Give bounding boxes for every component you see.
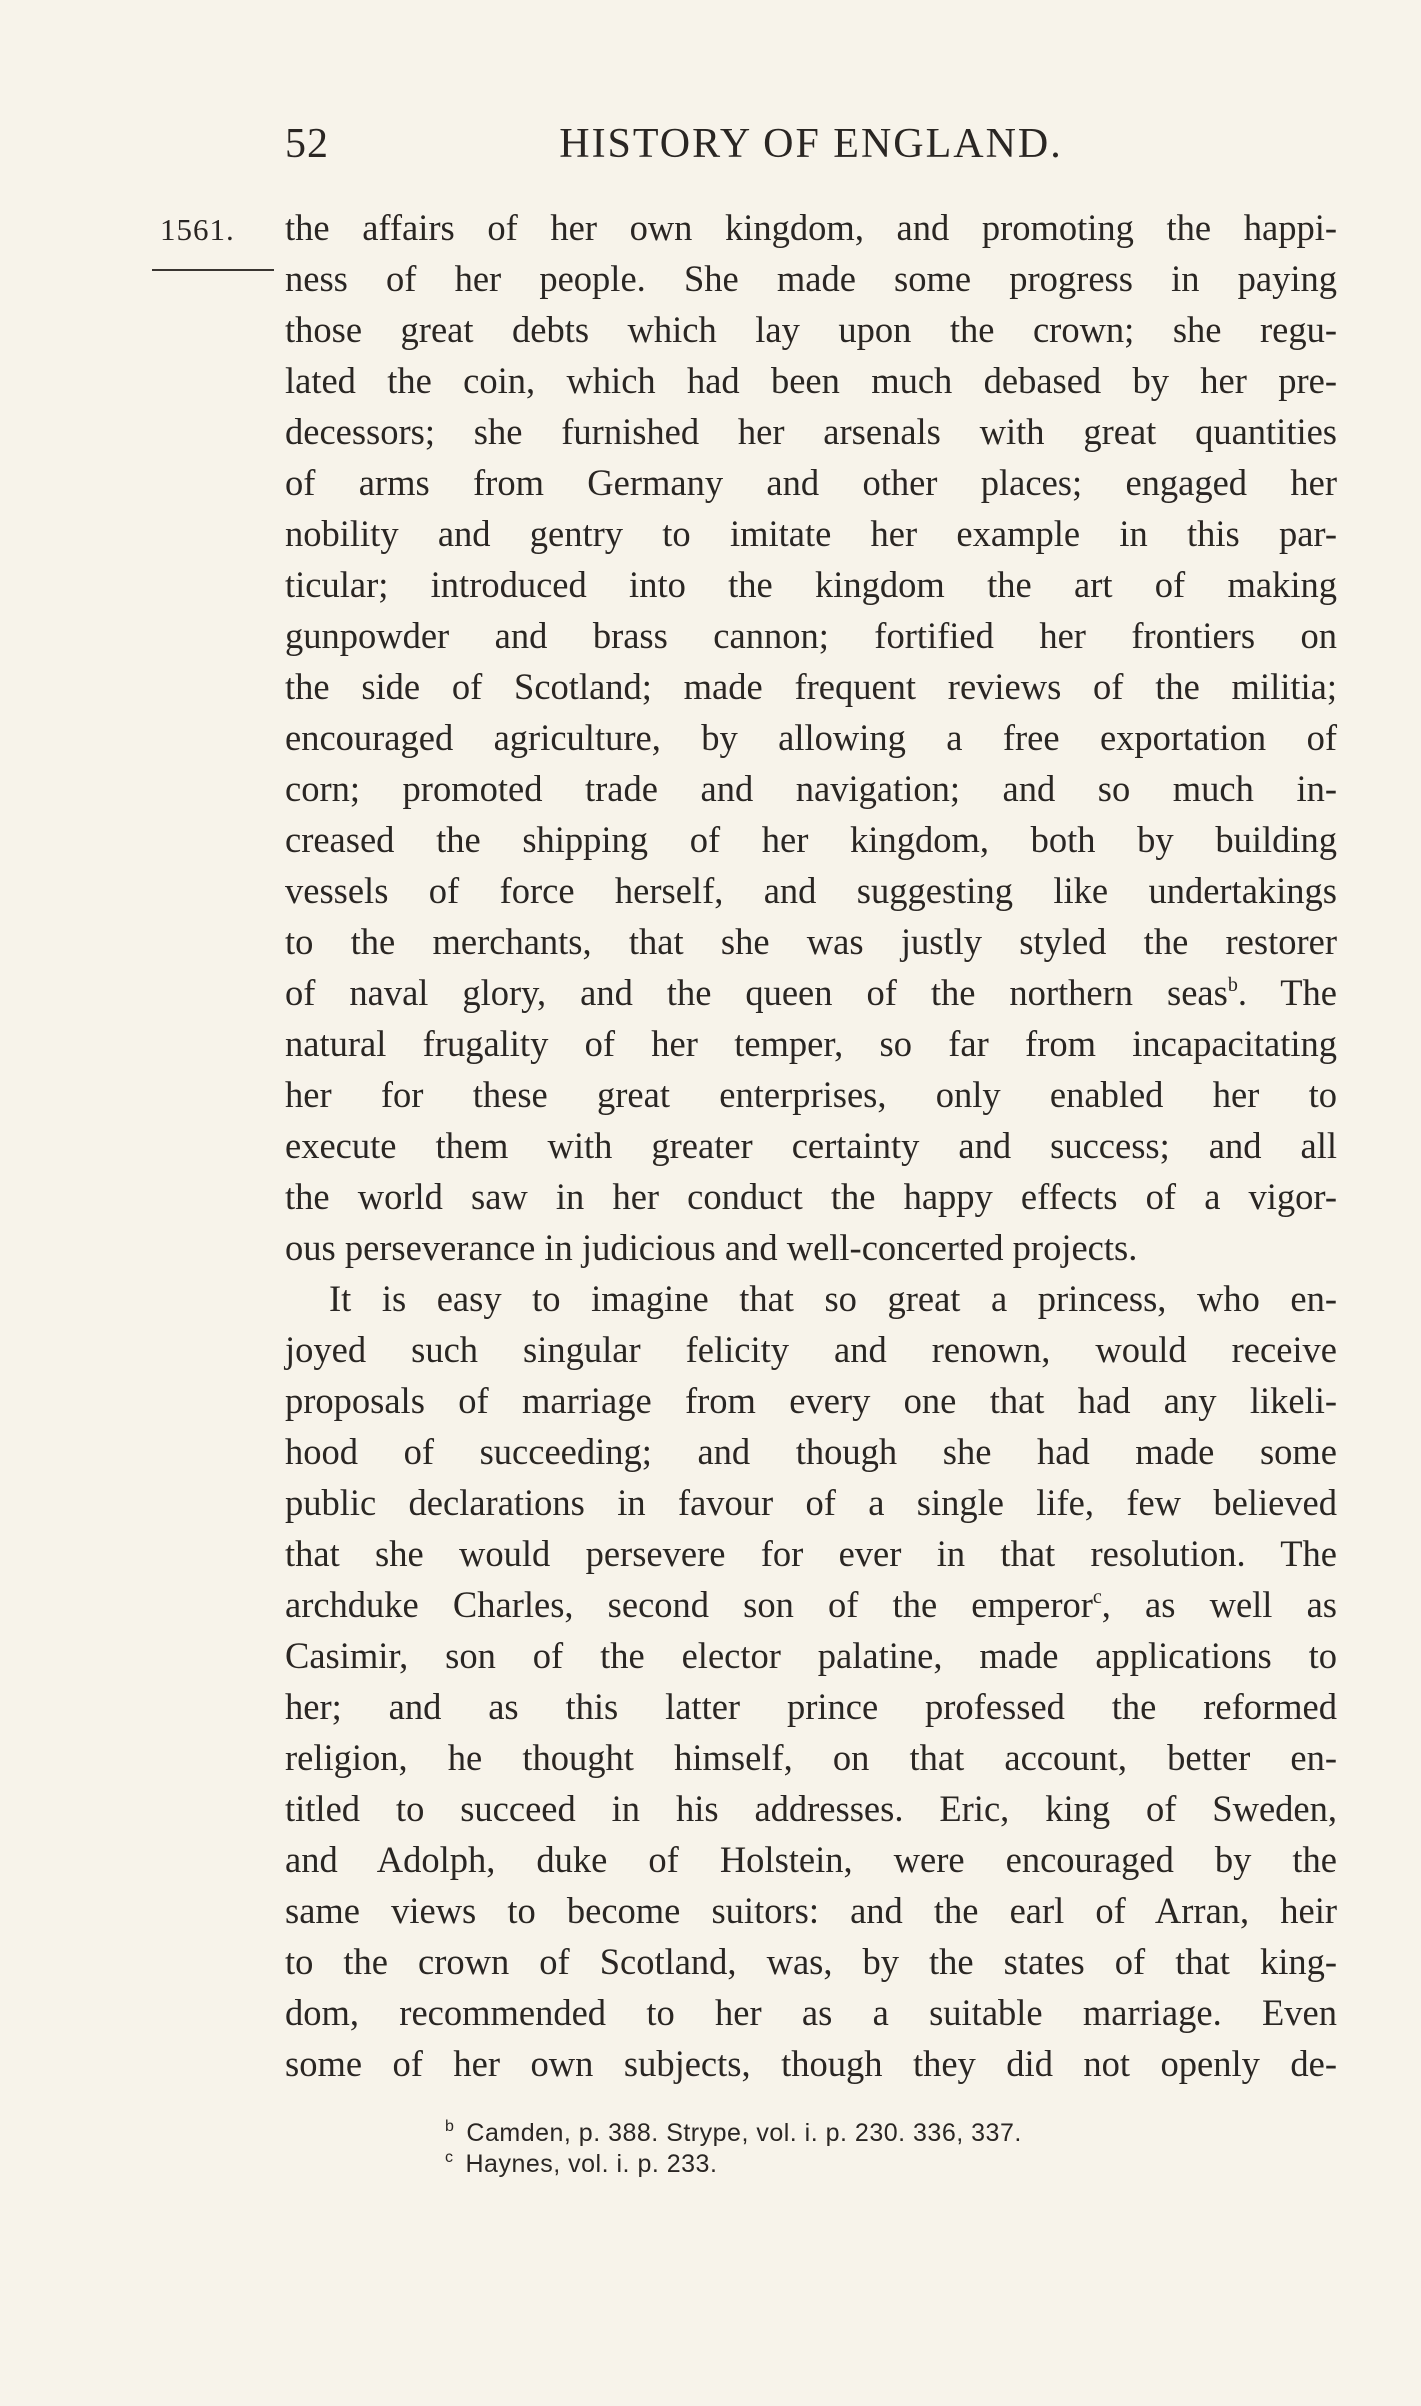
footnote (445, 2149, 1265, 2180)
text-line: dom, recommended to her as a suitable marriage. Even (285, 1992, 1337, 2033)
body-text (285, 202, 1337, 2089)
text-line: ous perseverance in judicious and well-concerted projects. (285, 1227, 1138, 1268)
footnote-mark: c (445, 2149, 454, 2166)
text-line: hood of succeeding; and though she had made some (285, 1431, 1337, 1472)
footnote-mark: b (1227, 974, 1238, 996)
text-line: execute them with greater certainty and success; and all (285, 1125, 1337, 1166)
running-head (285, 120, 1337, 180)
footnote-text: Camden, p. 388. Strype, vol. i. p. 230. 336, 337. (466, 2119, 1022, 2147)
text-line: the side of Scotland; made frequent reviews of the militia; (285, 666, 1337, 707)
text-line: joyed such singular felicity and renown, would receive (285, 1329, 1337, 1370)
text-line: corn; promoted trade and navigation; and so much in- (285, 768, 1337, 809)
text-segment: of naval glory, and the queen of the northern seas (285, 972, 1228, 1013)
text-line: creased the shipping of her kingdom, both by building (285, 819, 1337, 860)
text-line: public declarations in favour of a single life, few believed (285, 1482, 1337, 1523)
footnote (445, 2118, 1265, 2149)
text-line: to the merchants, that she was justly styled the restorer (285, 921, 1337, 962)
text-line: religion, he thought himself, on that account, better en- (285, 1737, 1337, 1778)
margin-rule (152, 269, 274, 271)
text-line: some of her own subjects, though they did not openly de- (285, 2043, 1337, 2084)
footnote-text: Haynes, vol. i. p. 233. (465, 2150, 718, 2178)
running-title: HISTORY OF ENGLAND. (559, 121, 1063, 167)
page-number: 52 (285, 121, 329, 167)
text-line: lated the coin, which had been much debased by her pre- (285, 360, 1337, 401)
text-line: Casimir, son of the elector palatine, made applications to (285, 1635, 1337, 1676)
text-line: and Adolph, duke of Holstein, were encouraged by the (285, 1839, 1337, 1880)
footnote-mark: c (1092, 1586, 1102, 1608)
text-line: vessels of force herself, and suggesting like undertakings (285, 870, 1337, 911)
text-line: ticular; introduced into the kingdom the art of making (285, 564, 1337, 605)
text-line: nobility and gentry to imitate her example in this par- (285, 513, 1337, 554)
text-line: that she would persevere for ever in that resolution. The (285, 1533, 1337, 1574)
text-line: decessors; she furnished her arsenals with great quantities (285, 411, 1337, 452)
text-line: her; and as this latter prince professed the reformed (285, 1686, 1337, 1727)
text-line: It is easy to imagine that so great a princess, who en- (329, 1278, 1337, 1319)
text-segment: , as well as (1101, 1584, 1337, 1625)
text-line: gunpowder and brass cannon; fortified her frontiers on (285, 615, 1337, 656)
text-line: the affairs of her own kingdom, and promoting the happi- (285, 207, 1337, 248)
text-segment: archduke Charles, second son of the emperor (285, 1584, 1093, 1625)
text-line-with-note (285, 967, 1337, 1018)
margin-year: 1561. (160, 212, 235, 247)
text-line: encouraged agriculture, by allowing a free exportation of (285, 717, 1337, 758)
text-line: proposals of marriage from every one that had any likeli- (285, 1380, 1337, 1421)
text-line-with-note (285, 1579, 1337, 1630)
text-line: same views to become suitors: and the earl of Arran, heir (285, 1890, 1337, 1931)
text-line: those great debts which lay upon the crown; she regu- (285, 309, 1337, 350)
text-line: natural frugality of her temper, so far from incapacitating (285, 1023, 1337, 1064)
text-line: her for these great enterprises, only enabled her to (285, 1074, 1337, 1115)
text-line: the world saw in her conduct the happy effects of a vigor- (285, 1176, 1337, 1217)
text-line: titled to succeed in his addresses. Eric, king of Sweden, (285, 1788, 1337, 1829)
text-line: ness of her people. She made some progress in paying (285, 258, 1337, 299)
footnote-mark: b (445, 2118, 455, 2135)
text-line: to the crown of Scotland, was, by the states of that king- (285, 1941, 1337, 1982)
text-segment: . The (1237, 972, 1337, 1013)
footnotes (445, 2118, 1265, 2180)
text-line: of arms from Germany and other places; engaged her (285, 462, 1337, 503)
